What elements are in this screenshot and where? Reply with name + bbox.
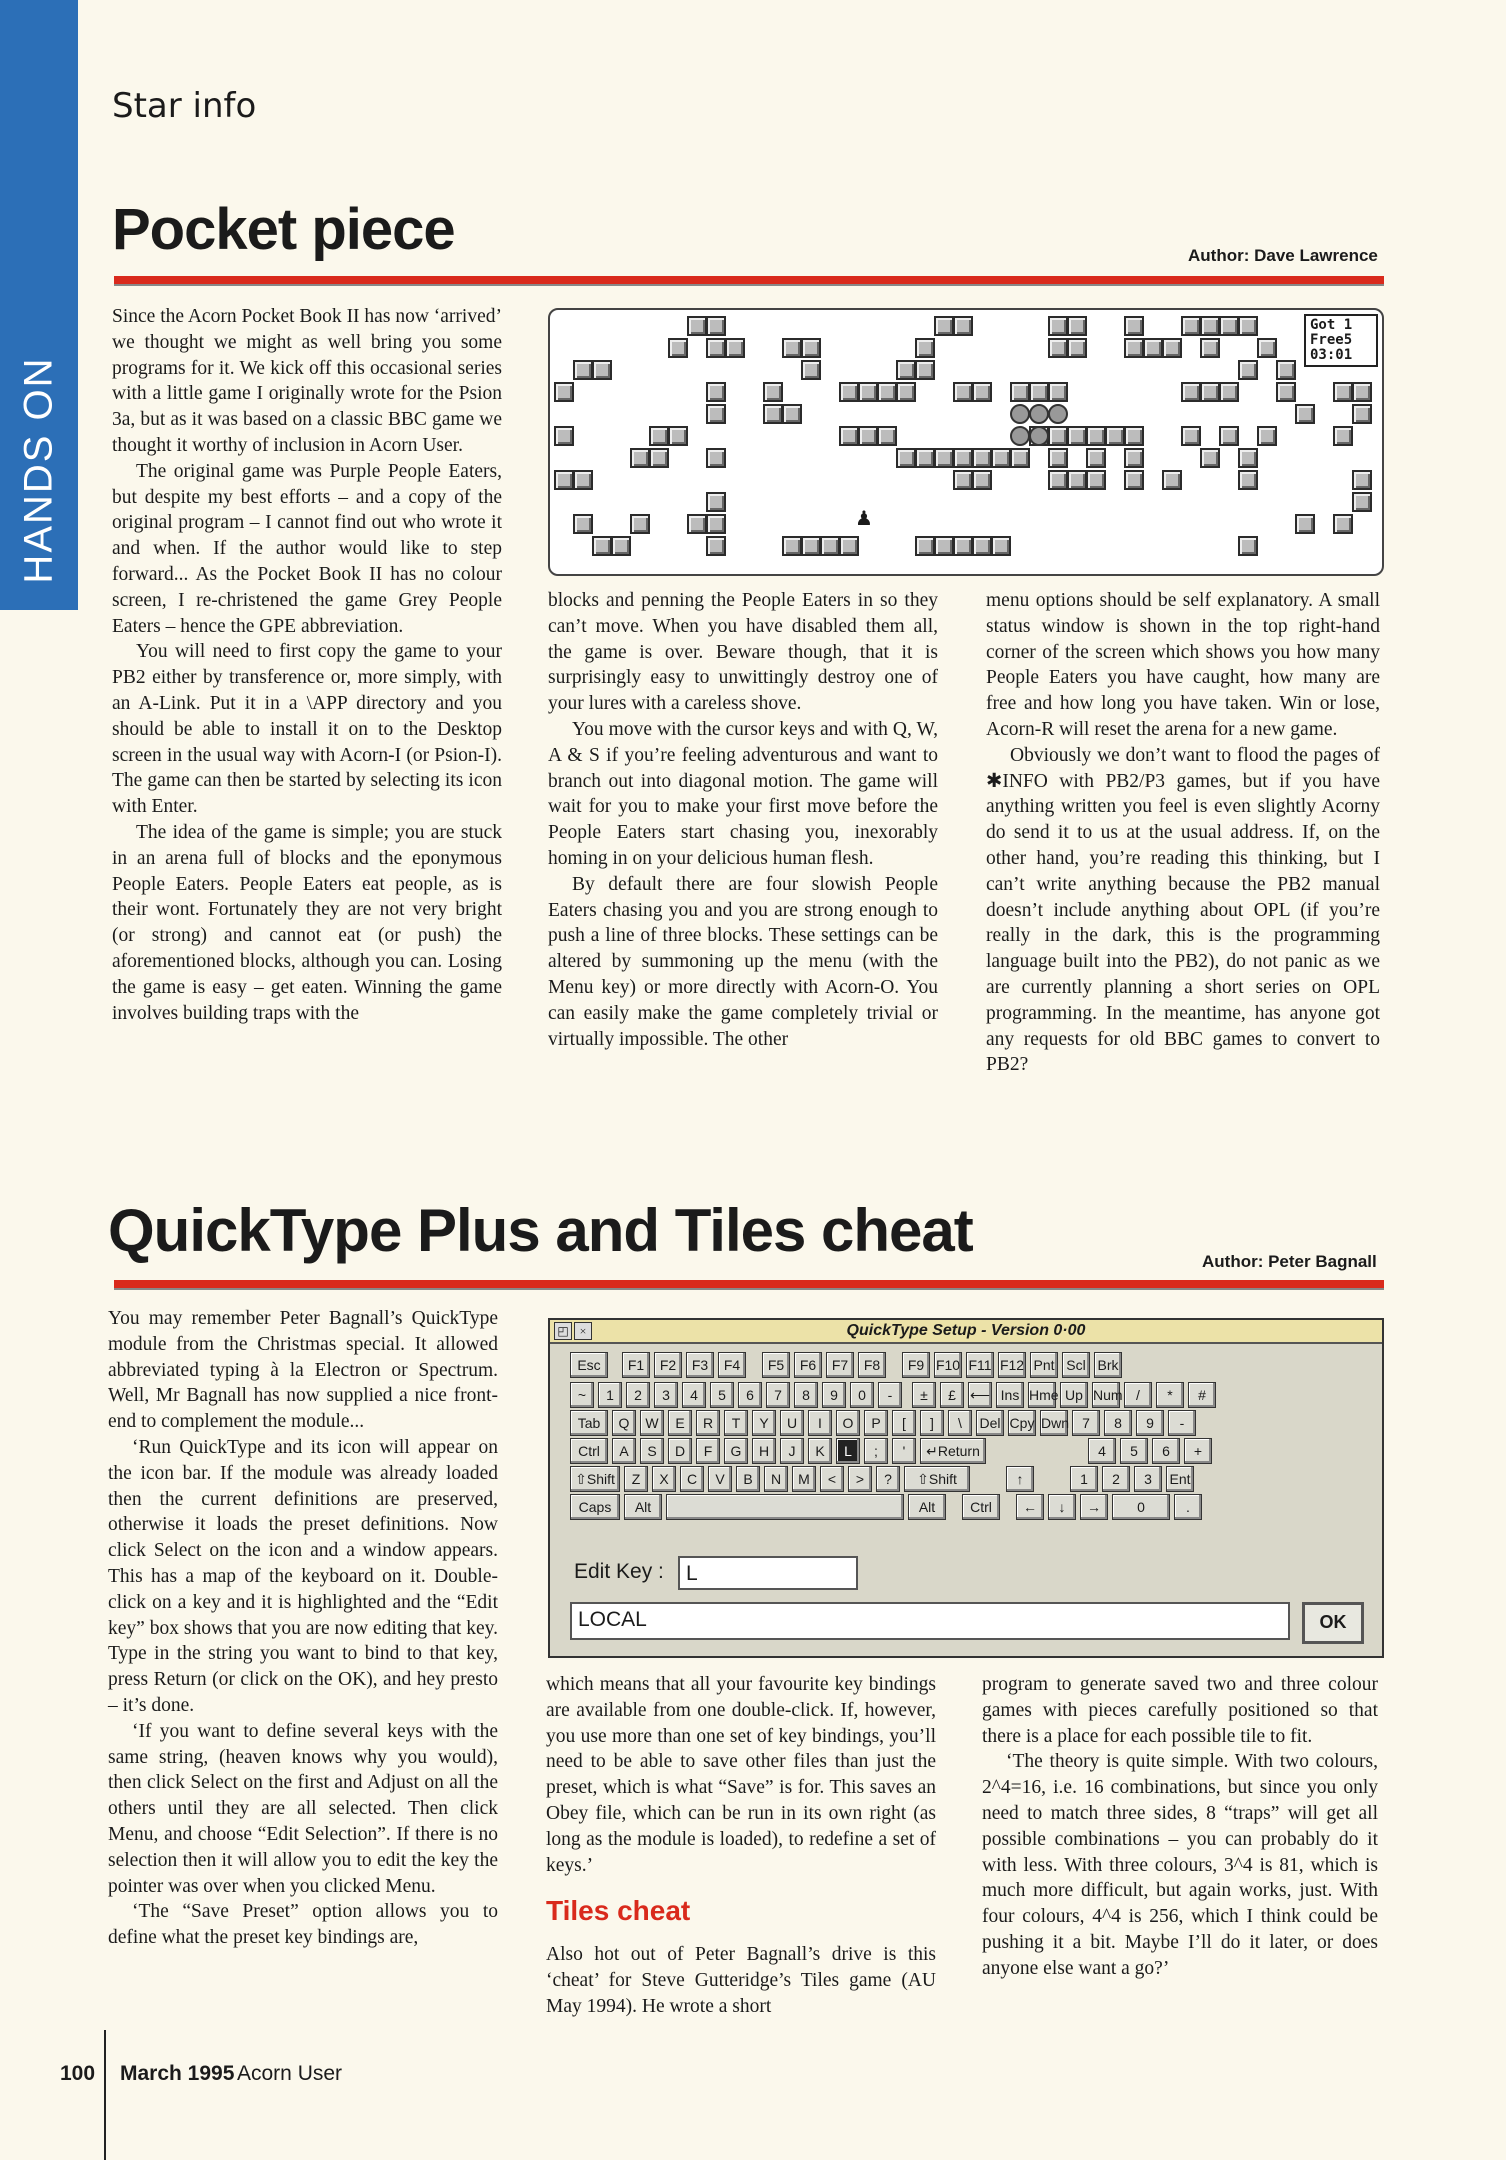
game-block	[953, 448, 973, 468]
key[interactable]: N	[764, 1466, 788, 1492]
hands-on-sidebar	[0, 0, 78, 610]
game-block	[1219, 382, 1239, 402]
game-block	[592, 536, 612, 556]
game-block	[1181, 426, 1201, 446]
game-block	[915, 536, 935, 556]
game-block	[839, 382, 859, 402]
game-block	[554, 470, 574, 490]
key[interactable]: B	[736, 1466, 760, 1492]
game-block	[820, 536, 840, 556]
game-block	[1162, 470, 1182, 490]
game-block	[801, 360, 821, 380]
player-sprite: ♟	[855, 508, 873, 530]
key[interactable]: 5	[710, 1382, 734, 1408]
article2-column-3	[982, 1672, 1378, 1982]
article2-column-2	[546, 1672, 936, 2020]
game-block	[706, 404, 726, 424]
key[interactable]: E	[668, 1410, 692, 1436]
key[interactable]: ⟵	[968, 1382, 992, 1408]
article1-column-2	[548, 588, 938, 1052]
game-block	[1067, 470, 1087, 490]
game-block	[953, 536, 973, 556]
paragraph: You will need to first copy the game to your PB2 either by transference or, more simply, with an A-Link. Put it in a \APP directory and you should be able to install it on to the Desktop screen in the usual way with Acorn-I (or Psion-I). The game can then be started by selecting its icon with Enter.	[112, 641, 502, 818]
game-block	[1181, 316, 1201, 336]
key[interactable]: #	[1188, 1382, 1216, 1408]
game-block	[554, 382, 574, 402]
key[interactable]: I	[808, 1410, 832, 1436]
game-block	[706, 536, 726, 556]
key[interactable]: F10	[934, 1352, 962, 1378]
key[interactable]: Scl	[1062, 1352, 1090, 1378]
key[interactable]: L	[836, 1438, 860, 1464]
article1-title: Pocket piece	[112, 197, 455, 262]
game-block	[1010, 448, 1030, 468]
key[interactable]: G	[724, 1438, 748, 1464]
game-block	[706, 514, 726, 534]
issue-date: March 1995	[120, 2062, 235, 2085]
paragraph: ‘The “Save Preset” option allows you to define what the preset key bindings are,	[108, 1901, 498, 1949]
key[interactable]: £	[940, 1382, 964, 1408]
key[interactable]: 9	[822, 1382, 846, 1408]
game-block	[1162, 338, 1182, 358]
paragraph: menu options should be self explanatory. A small status window is shown in the top right-hand corner of the screen which shows you how many People Eaters you have caught, how many are free and how long you have taken. Win or lose, Acorn-R will reset the arena for a new game.	[986, 590, 1380, 740]
game-block	[896, 448, 916, 468]
key[interactable]: F12	[998, 1352, 1026, 1378]
game-block	[706, 382, 726, 402]
sidebar-label: HANDS ON	[16, 356, 61, 584]
key[interactable]: 6	[1152, 1438, 1180, 1464]
key[interactable]: ↓	[1048, 1494, 1076, 1520]
game-block	[782, 338, 802, 358]
key[interactable]: 5	[1120, 1438, 1148, 1464]
key[interactable]: Ctrl	[962, 1494, 1000, 1520]
key[interactable]	[666, 1494, 904, 1520]
game-block	[573, 470, 593, 490]
key[interactable]: S	[640, 1438, 664, 1464]
key[interactable]: '	[892, 1438, 916, 1464]
footer-divider	[104, 2030, 106, 2160]
game-block	[1200, 316, 1220, 336]
game-block	[592, 360, 612, 380]
key[interactable]: <	[820, 1466, 844, 1492]
key[interactable]: ←	[1016, 1494, 1044, 1520]
game-block	[1276, 382, 1296, 402]
key[interactable]: -	[1168, 1410, 1196, 1436]
game-block	[668, 338, 688, 358]
game-block	[1352, 492, 1372, 512]
game-block	[687, 514, 707, 534]
key[interactable]: 0	[1112, 1494, 1170, 1520]
article1-rule	[114, 276, 1384, 286]
game-block	[991, 536, 1011, 556]
game-block	[668, 426, 688, 446]
key[interactable]: Cpy	[1008, 1410, 1036, 1436]
game-block	[1048, 316, 1068, 336]
game-block	[1333, 514, 1353, 534]
key[interactable]: ⇧Shift	[904, 1466, 970, 1492]
key[interactable]: Ent	[1166, 1466, 1194, 1492]
key[interactable]: ]	[920, 1410, 944, 1436]
key[interactable]: [	[892, 1410, 916, 1436]
game-block	[1352, 382, 1372, 402]
key[interactable]: 6	[738, 1382, 762, 1408]
game-block	[953, 316, 973, 336]
game-block	[1200, 338, 1220, 358]
key[interactable]: \	[948, 1410, 972, 1436]
game-block	[839, 536, 859, 556]
paragraph: which means that all your favourite key bindings are available from one double-click. If, however, you use more than one set of key bindings, you’ll need to be able to save other files than just the preset, which is what “Save” is for. This saves an Obey file, which can be run in its own right (as long as the module is loaded), to redefine a set of keys.’	[546, 1674, 936, 1876]
people-eater	[1029, 404, 1049, 424]
paragraph: By default there are four slowish People Eaters chasing you and you are strong enough to push a line of three blocks. These settings can be altered by summoning up the menu (with the Menu key) or more directly with Acorn-O. You can easily make the game completely trivial or virtually impossible. The other	[548, 873, 938, 1050]
key[interactable]: Y	[752, 1410, 776, 1436]
game-block	[953, 382, 973, 402]
game-block	[706, 492, 726, 512]
game-block	[934, 536, 954, 556]
game-block	[877, 382, 897, 402]
game-block	[1067, 426, 1087, 446]
game-block	[839, 426, 859, 446]
game-block	[1048, 382, 1068, 402]
key[interactable]: 1	[1070, 1466, 1098, 1492]
key[interactable]: 8	[1104, 1410, 1132, 1436]
game-block	[1295, 404, 1315, 424]
game-block	[706, 316, 726, 336]
paragraph: The idea of the game is simple; you are stuck in an arena full of blocks and the eponymous People Eaters. People Eaters eat people, as is their wont. Fortunately they are not very bright (or strong) and cannot eat (or push) the aforementioned blocks, although you can. Losing the game is easy – get eaten. Winning the game involves building traps with the	[112, 821, 502, 1024]
game-block	[858, 426, 878, 446]
key[interactable]: 4	[1088, 1438, 1116, 1464]
key[interactable]: 8	[794, 1382, 818, 1408]
game-block	[554, 426, 574, 446]
game-block	[1086, 448, 1106, 468]
key[interactable]: T	[724, 1410, 748, 1436]
key[interactable]: ~	[570, 1382, 594, 1408]
edit-key-field[interactable]: L	[678, 1556, 858, 1590]
key[interactable]: Ins	[996, 1382, 1024, 1408]
key[interactable]: W	[640, 1410, 664, 1436]
game-block	[896, 360, 916, 380]
key[interactable]: *	[1156, 1382, 1184, 1408]
game-block	[1295, 514, 1315, 534]
game-block	[687, 316, 707, 336]
game-block	[649, 426, 669, 446]
key[interactable]: Alt	[624, 1494, 662, 1520]
game-block	[801, 338, 821, 358]
game-block	[611, 536, 631, 556]
paragraph: Since the Acorn Pocket Book II has now ‘arrived’ we thought we might as well bring you some programs for it. We kick off this occasional series with a little game I originally wrote for the Psion 3a, but as it was based on a classic BBC game we thought it worthy of inclusion in Acorn User.	[112, 306, 502, 456]
game-block	[763, 382, 783, 402]
paragraph: program to generate saved two and three colour games with pieces carefully positioned so that there is a place for each possible tile to fit.	[982, 1674, 1378, 1747]
people-eater	[1029, 426, 1049, 446]
game-status-window	[1304, 314, 1378, 367]
key[interactable]: F11	[966, 1352, 994, 1378]
game-block	[630, 448, 650, 468]
key[interactable]: K	[808, 1438, 832, 1464]
key[interactable]: Z	[624, 1466, 648, 1492]
game-block	[1029, 382, 1049, 402]
magazine-name: Acorn User	[237, 2062, 343, 2085]
people-eater	[1048, 404, 1068, 424]
key[interactable]: Num	[1092, 1382, 1120, 1408]
key[interactable]: Caps	[570, 1494, 620, 1520]
paragraph: Also hot out of Peter Bagnall’s drive is this ‘cheat’ for Steve Gutteridge’s Tiles game (AU May 1994). He wrote a short	[546, 1944, 936, 2017]
key[interactable]: Up	[1060, 1382, 1088, 1408]
key[interactable]: X	[652, 1466, 676, 1492]
close-icon[interactable]: ×	[574, 1322, 592, 1340]
key[interactable]: F2	[654, 1352, 682, 1378]
key[interactable]: Esc	[570, 1352, 608, 1378]
game-block	[1067, 338, 1087, 358]
key[interactable]: F1	[622, 1352, 650, 1378]
key[interactable]: F4	[718, 1352, 746, 1378]
game-block	[934, 448, 954, 468]
key[interactable]: 3	[1134, 1466, 1162, 1492]
binding-string-input[interactable]: LOCAL	[570, 1602, 1290, 1640]
game-block	[801, 536, 821, 556]
game-block	[991, 448, 1011, 468]
key[interactable]: →	[1080, 1494, 1108, 1520]
key[interactable]: 4	[682, 1382, 706, 1408]
key[interactable]: P	[864, 1410, 888, 1436]
paragraph: The original game was Purple People Eaters, but despite my best efforts – and a copy of the original program – I cannot find out who wrote it and when. If the author would like to step forward... As the Pocket Book II has no colour screen, I re-christened the game Grey People Eaters – hence the GPE abbreviation.	[112, 460, 502, 637]
article2-author: Author: Peter Bagnall	[1202, 1252, 1377, 1271]
game-block	[1333, 382, 1353, 402]
quicktype-window	[548, 1318, 1384, 1658]
key[interactable]: V	[708, 1466, 732, 1492]
key[interactable]: ⇧Shift	[570, 1466, 620, 1492]
article2-title: QuickType Plus and Tiles cheat	[108, 1197, 973, 1264]
game-block	[1238, 448, 1258, 468]
game-block	[706, 448, 726, 468]
key[interactable]: Q	[612, 1410, 636, 1436]
game-block	[877, 426, 897, 446]
game-block	[1181, 382, 1201, 402]
key[interactable]: H	[752, 1438, 776, 1464]
game-block	[1333, 426, 1353, 446]
key[interactable]: Pnt	[1030, 1352, 1058, 1378]
key[interactable]: Tab	[570, 1410, 608, 1436]
game-block	[630, 514, 650, 534]
key[interactable]: Alt	[908, 1494, 946, 1520]
game-block	[858, 382, 878, 402]
key[interactable]: 7	[766, 1382, 790, 1408]
game-block	[915, 448, 935, 468]
game-block	[782, 404, 802, 424]
section-title: Star info	[112, 86, 257, 126]
key[interactable]: 0	[850, 1382, 874, 1408]
key[interactable]: ±	[912, 1382, 936, 1408]
game-block	[1124, 338, 1144, 358]
game-block	[1105, 426, 1125, 446]
game-block	[1086, 426, 1106, 446]
game-block	[1219, 426, 1239, 446]
key[interactable]: Del	[976, 1410, 1004, 1436]
key[interactable]: D	[668, 1438, 692, 1464]
key[interactable]: M	[792, 1466, 816, 1492]
paragraph: Obviously we don’t want to flood the pages of ✱INFO with PB2/P3 games, but if you have anything written you feel is even slightly Acorny do send it to us at the usual address. If, on the other hand, you’re reading this thinking, but I can’t write anything because the PB2 manual doesn’t include anything about OPL (if you’re really in the dark, this is the programming language built into the PB2), do not panic as we are currently planning a short series on OPL programming. In the meantime, has anyone got any requests for old BBC games to convert to PB2?	[986, 744, 1380, 1076]
key[interactable]: Hme	[1028, 1382, 1056, 1408]
game-block	[1238, 360, 1258, 380]
game-block	[972, 382, 992, 402]
status-free: Free5	[1310, 332, 1353, 348]
game-block	[649, 448, 669, 468]
game-block	[1048, 470, 1068, 490]
game-block	[1200, 382, 1220, 402]
game-block	[1257, 426, 1277, 446]
key[interactable]: >	[848, 1466, 872, 1492]
key[interactable]: ?	[876, 1466, 900, 1492]
game-block	[763, 404, 783, 424]
paragraph: ‘If you want to define several keys with the same string, (heaven knows why you would), then click Select on the first and Adjust on all the others until they are all selected. Then click Menu, and choose “Edit Selection”. If there is no selection then it will allow you to edit the key the pointer was over when you clicked Menu.	[108, 1720, 498, 1897]
paragraph: ‘The theory is quite simple. With two colours, 2^4=16, i.e. 16 combinations, but since you only need to match three sides, 8 “traps” will get all possible combinations – you can probably do it with less. With three colours, 3^4 is 81, which is much more difficult, but again works, just. With four colours, 4^4 is 256, which I think could be pushing it a bit. Maybe I’ll do it later, or does anyone else want a go?’	[982, 1751, 1378, 1979]
game-block	[1238, 536, 1258, 556]
key[interactable]: A	[612, 1438, 636, 1464]
game-block	[1124, 426, 1144, 446]
game-block	[1257, 338, 1277, 358]
game-block	[1048, 448, 1068, 468]
game-block	[1124, 448, 1144, 468]
key[interactable]: F5	[762, 1352, 790, 1378]
game-screenshot	[548, 308, 1384, 576]
key[interactable]: .	[1174, 1494, 1202, 1520]
game-block	[782, 536, 802, 556]
tiles-cheat-heading: Tiles cheat	[546, 1895, 691, 1927]
key[interactable]: -	[878, 1382, 902, 1408]
back-icon[interactable]: ◰	[554, 1322, 572, 1340]
game-block	[1219, 316, 1239, 336]
article2-rule	[114, 1280, 1384, 1290]
key[interactable]: ↑	[1006, 1466, 1034, 1492]
game-block	[1143, 338, 1163, 358]
game-block	[573, 360, 593, 380]
game-block	[934, 316, 954, 336]
key[interactable]: F8	[858, 1352, 886, 1378]
game-block	[972, 470, 992, 490]
game-block	[1010, 382, 1030, 402]
people-eater	[1010, 404, 1030, 424]
window-title: QuickType Setup - Version 0·00	[550, 1320, 1382, 1344]
edit-key-label: Edit Key :	[574, 1560, 664, 1583]
game-block	[972, 448, 992, 468]
game-block	[1352, 470, 1372, 490]
key[interactable]: F7	[826, 1352, 854, 1378]
key[interactable]: U	[780, 1410, 804, 1436]
key[interactable]: Ctrl	[570, 1438, 608, 1464]
key[interactable]: 7	[1072, 1410, 1100, 1436]
game-block	[1124, 316, 1144, 336]
article2-column-1	[108, 1306, 498, 1951]
game-block	[706, 338, 726, 358]
game-block	[1067, 316, 1087, 336]
key[interactable]: C	[680, 1466, 704, 1492]
article1-column-1	[112, 304, 502, 1026]
game-block	[972, 536, 992, 556]
key[interactable]: +	[1184, 1438, 1212, 1464]
game-block	[1086, 470, 1106, 490]
key[interactable]: 2	[626, 1382, 650, 1408]
ok-button[interactable]: OK	[1302, 1602, 1364, 1644]
status-time: 03:01	[1310, 347, 1353, 363]
key[interactable]: ↵Return	[920, 1438, 986, 1464]
paragraph: blocks and penning the People Eaters in so they can’t move. When you have disabled them all, the game is over. Beware though, that it is surprisingly easy to unwittingly destroy one of your lures with a careless shove.	[548, 590, 938, 715]
key[interactable]: 2	[1102, 1466, 1130, 1492]
people-eater	[1010, 426, 1030, 446]
key[interactable]: O	[836, 1410, 860, 1436]
game-block	[915, 338, 935, 358]
game-block	[1238, 470, 1258, 490]
key[interactable]: F	[696, 1438, 720, 1464]
game-block	[1276, 360, 1296, 380]
game-block	[573, 514, 593, 534]
key[interactable]: Brk	[1094, 1352, 1122, 1378]
game-block	[1048, 338, 1068, 358]
key[interactable]: 3	[654, 1382, 678, 1408]
key[interactable]: F9	[902, 1352, 930, 1378]
key[interactable]: Dwn	[1040, 1410, 1068, 1436]
game-block	[896, 382, 916, 402]
article1-column-3	[986, 588, 1380, 1078]
paragraph: You may remember Peter Bagnall’s QuickType module from the Christmas special. It allowed abbreviated typing à la Electron or Spectrum. Well, Mr Bagnall has now supplied a nice front-end to complement the module...	[108, 1308, 498, 1433]
key[interactable]: R	[696, 1410, 720, 1436]
article1-author: Author: Dave Lawrence	[1188, 246, 1378, 265]
paragraph: You move with the cursor keys and with Q, W, A & S if you’re feeling adventurous and want to branch out into diagonal motion. The game will wait for you to make your first move before the People Eaters start chasing you, inexorably homing in on your delicious human flesh.	[548, 718, 938, 869]
paragraph: ‘Run QuickType and its icon will appear on the icon bar. If the module was already loaded then the current definitions are preserved, otherwise it loads the preset definitions. Now click Select on the icon and a window appears. This has a map of the keyboard on it. Double-click on a key and it is highlighted and the “Edit key” box shows that you are now editing that key. Type in the string you want to bind to that key, press Return (or click on the OK), and hey presto – it’s done.	[108, 1436, 498, 1716]
game-block	[1124, 470, 1144, 490]
key[interactable]: 1	[598, 1382, 622, 1408]
game-block	[915, 360, 935, 380]
key[interactable]: J	[780, 1438, 804, 1464]
key[interactable]: 9	[1136, 1410, 1164, 1436]
page-number: 100	[60, 2062, 96, 2085]
key[interactable]: F3	[686, 1352, 714, 1378]
game-block	[1238, 316, 1258, 336]
game-block	[725, 338, 745, 358]
key[interactable]: ;	[864, 1438, 888, 1464]
game-block	[953, 470, 973, 490]
game-block	[1048, 426, 1068, 446]
key[interactable]: F6	[794, 1352, 822, 1378]
game-block	[1200, 448, 1220, 468]
game-block	[1352, 404, 1372, 424]
status-caught: Got 1	[1310, 317, 1353, 333]
key[interactable]: /	[1124, 1382, 1152, 1408]
